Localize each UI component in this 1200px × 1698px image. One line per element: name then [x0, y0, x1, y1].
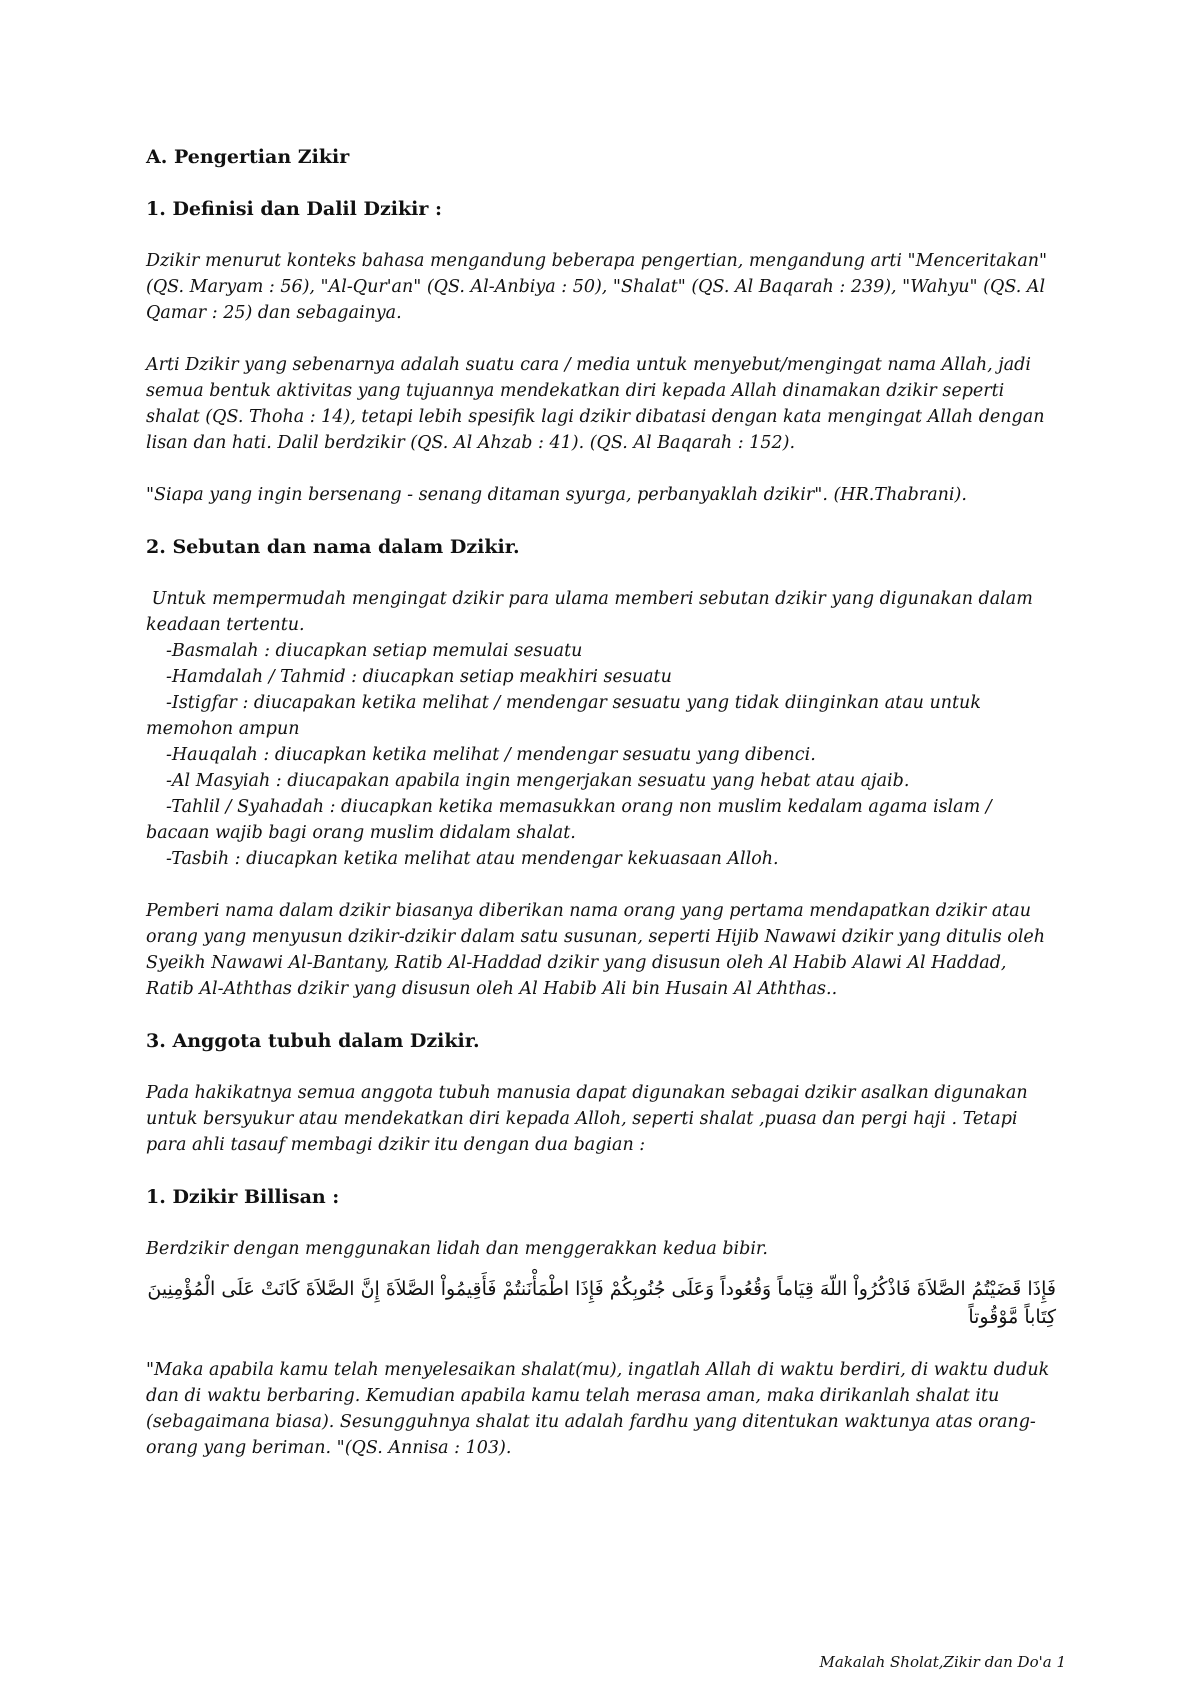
dzikir-name-list [146, 638, 1056, 872]
definition-paragraph: Dzikir menurut konteks bahasa mengandung beberapa pengertian, mengandung arti "Menceritakan" (QS. Maryam : 56), "Al-Qur'an" (QS. Al-Anbiya : 50), "Shalat" (QS. Al Baqarah : 239), "Wahyu" (QS. Al Qamar : 25) dan sebagainya. [146, 251, 1048, 323]
subsection-1-heading: 1. Definisi dan Dalil Dzikir : [146, 198, 442, 220]
hadith-quote: "Siapa yang ingin bersenang - senang ditaman syurga, perbanyaklah dzikir". (HR.Thabrani). [146, 485, 967, 505]
section-a-heading: A. Pengertian Zikir [146, 146, 350, 168]
list-item: -Al Masyiah : diucapakan apabila ingin mengerjakan sesuatu yang hebat atau ajaib. [166, 771, 910, 791]
list-item: -Tasbih : diucapkan ketika melihat atau mendengar kekuasaan Alloh. [166, 849, 779, 869]
naming-intro: Untuk mempermudah mengingat dzikir para ulama memberi sebutan dzikir yang digunakan dalam keadaan tertentu. [146, 589, 1039, 635]
page-footer: Makalah Sholat,Zikir dan Do'a 1 [819, 1653, 1066, 1671]
verse-translation: "Maka apabila kamu telah menyelesaikan shalat(mu), ingatlah Allah di waktu berdiri, di waktu duduk dan di waktu berbaring. Kemudian apabila kamu telah merasa aman, maka dirikanlah shalat itu (sebagaimana biasa). Sesungguhnya shalat itu adalah fardhu yang ditentukan waktunya atas orang-orang yang beriman. "(QS. Annisa : 103). [146, 1360, 1050, 1458]
billisan-description: Berdzikir dengan menggunakan lidah dan menggerakkan kedua bibir. [146, 1239, 768, 1259]
list-item: -Istigfar : diucapakan ketika melihat / mendengar sesuatu yang tidak diinginkan atau untuk memohon ampun [146, 693, 981, 739]
list-item: -Hamdalah / Tahmid : diucapkan setiap meakhiri sesuatu [166, 667, 672, 687]
subsection-3-heading: 3. Anggota tubuh dalam Dzikir. [146, 1030, 480, 1052]
list-item: -Hauqalah : diucapkan ketika melihat / mendengar sesuatu yang dibenci. [166, 745, 816, 765]
subsection-2-heading: 2. Sebutan dan nama dalam Dzikir. [146, 536, 520, 558]
list-item: -Basmalah : diucapkan setiap memulai sesuatu [166, 641, 583, 661]
document-body [146, 144, 1056, 1461]
list-item: -Tahlil / Syahadah : diucapkan ketika memasukkan orang non muslim kedalam agama islam / bacaan wajib bagi orang muslim didalam shalat. [146, 797, 992, 843]
quran-verse-arabic: فَإِذَا قَضَيْتُمُ الصَّلاَةَ فَاذْكُرُواْ اللّهَ قِيَاماً وَقُعُوداً وَعَلَى جُنُوبِكُمْ فَإِذَا اطْمَأْنَنتُمْ فَأَقِيمُواْ الصَّلاَةَ إِنَّ الصَّلاَةَ كَانَتْ عَلَى الْمُؤْمِنِينَ كِتَاباً مَّوْقُوتاً [147, 1278, 1056, 1328]
body-parts-paragraph: Pada hakikatnya semua anggota tubuh manusia dapat digunakan sebagai dzikir asalkan digunakan untuk bersyukur atau mendekatkan diri kepada Alloh, seperti shalat ,puasa dan pergi haji . Tetapi para ahli tasauf membagi dzikir itu dengan dua bagian : [146, 1083, 1028, 1155]
meaning-paragraph: Arti Dzikir yang sebenarnya adalah suatu cara / media untuk menyebut/mengingat nama Allah, jadi semua bentuk aktivitas yang tujuannya mendekatkan diri kepada Allah dinamakan dzikir seperti shalat (QS. Thoha : 14), tetapi lebih spesifik lagi dzikir dibatasi dengan kata mengingat Allah dengan lisan dan hati. Dalil berdzikir (QS. Al Ahzab : 41). (QS. Al Baqarah : 152). [146, 355, 1045, 453]
naming-paragraph: Pemberi nama dalam dzikir biasanya diberikan nama orang yang pertama mendapatkan dzikir atau orang yang menyusun dzikir-dzikir dalam satu susunan, seperti Hijib Nawawi dzikir yang ditulis oleh Syeikh Nawawi Al-Bantany, Ratib Al-Haddad dzikir yang disusun oleh Al Habib Alawi Al Haddad, Ratib Al-Aththas dzikir yang disusun oleh Al Habib Ali bin Husain Al Aththas.. [146, 901, 1046, 999]
dzikir-billisan-heading: 1. Dzikir Billisan : [146, 1186, 340, 1208]
